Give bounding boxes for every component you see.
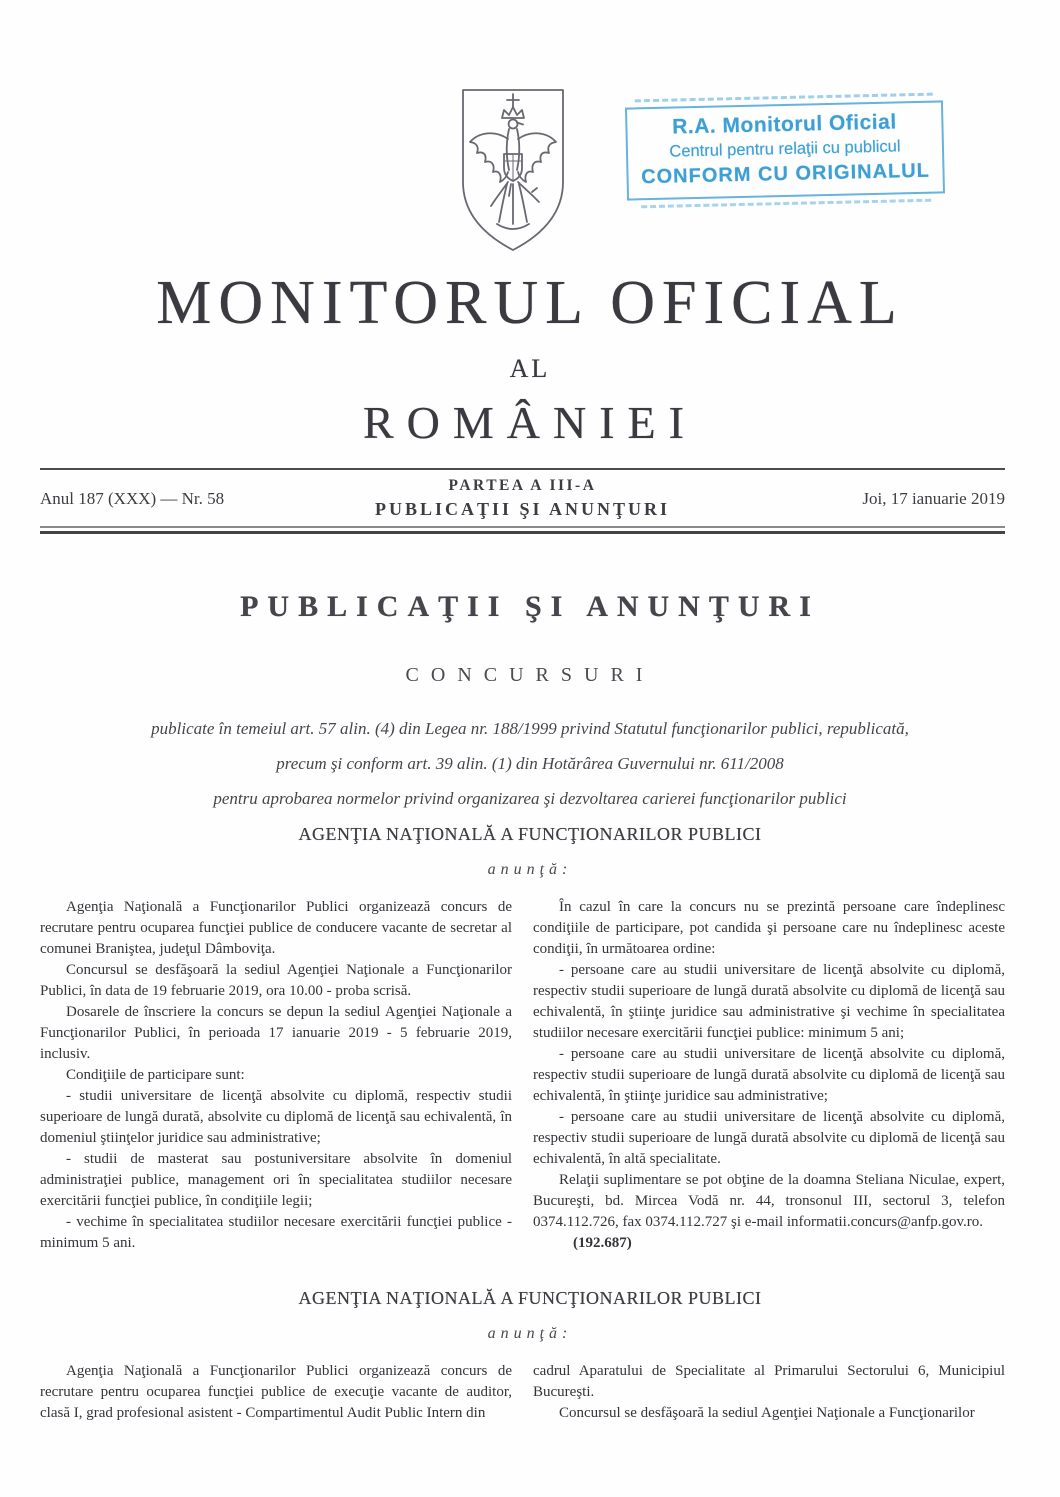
divider-thick bbox=[40, 531, 1005, 534]
issue-header-band bbox=[40, 468, 1005, 534]
issue-date: Joi, 17 ianuarie 2019 bbox=[862, 488, 1005, 508]
legal-basis-line: pentru aprobarea normelor privind organizarea şi dezvoltarea carierei funcţionarilor publici bbox=[213, 788, 847, 808]
paragraph: - persoane care au studii universitare de licenţă absolvite cu diplomă, respectiv studii superioare de lungă durată absolvite cu diplomă de licenţă sau echivalentă, în ştiinţe juridice sau administrative; bbox=[533, 1045, 1005, 1104]
announce-label: anunţă: bbox=[487, 860, 573, 878]
reference-number: (192.687) bbox=[573, 1234, 632, 1251]
announce-label: anunţă: bbox=[487, 1324, 573, 1342]
paragraph: Agenţia Naţională a Funcţionarilor Publici organizează concurs de recrutare pentru ocuparea funcţiei publice de conducere vacante de secretar al comunei Braniştea, judeţul Dâmboviţa. bbox=[40, 898, 512, 957]
stamp-org-name: R.A. Monitorul Oficial bbox=[671, 110, 897, 139]
stamp-border bbox=[625, 100, 945, 200]
agency-heading: AGENŢIA NAŢIONALĂ A FUNCŢIONARILOR PUBLICI bbox=[298, 1287, 762, 1308]
paragraph: Relaţii suplimentare se pot obţine de la doamna Steliana Niculae, expert, Bucureşti, bd. Mircea Vodă nr. 44, tronsonul III, sectorul 3, telefon 0374.112.726, fax 0374.112.727 şi e-mail informatii.concurs@anfp.gov.ro. bbox=[533, 1171, 1005, 1230]
paragraph: Condiţiile de participare sunt: bbox=[66, 1066, 245, 1083]
paragraph: - persoane care au studii universitare de licenţă absolvite cu diplomă, respectiv studii superioare de lungă durată absolvite cu diplomă de licenţă sau echivalentă, în ştiinţe juridice sau administrative şi vechime în specialitatea studiilor necesare exercitării funcţiei publice: minimum 5 ani; bbox=[533, 961, 1005, 1041]
paragraph: Agenţia Naţională a Funcţionarilor Publici organizează concurs de recrutare pentru ocuparea funcţiei publice de execuţie vacante de auditor, clasă I, grad profesional asistent - Compartimentul Audit Public Intern din bbox=[40, 1362, 512, 1421]
announcement-body bbox=[40, 1361, 1005, 1424]
stamp-conform-text: CONFORM CU ORIGINALUL bbox=[640, 159, 931, 189]
part-title: PUBLICAŢII ŞI ANUNŢURI bbox=[374, 499, 671, 519]
gazette-title: MONITORUL OFICIAL bbox=[156, 269, 904, 337]
subsection-title: CONCURSURI bbox=[405, 663, 655, 686]
paragraph: - vechime în specialitatea studiilor necesare exercitării funcţiei publice - minimum 5 ani. bbox=[40, 1213, 512, 1251]
paragraph: - studii universitare de licenţă absolvite cu diplomă, respectiv studii superioare de lungă durată, absolvite cu diplomă de licenţă sau echivalentă, în domeniul ştiinţelor juridice sau administrative; bbox=[40, 1087, 512, 1146]
paragraph: cadrul Aparatului de Specialitate al Primarului Sectorului 6, Municipiul Bucureşti. bbox=[533, 1362, 1005, 1400]
stamp-department: Centrul pentru relaţii cu publicul bbox=[669, 137, 901, 161]
legal-basis bbox=[0, 719, 1060, 809]
paragraph: Dosarele de înscriere la concurs se depun la sediul Agenţiei Naţionale a Funcţionarilor Publici, în perioada 17 ianuarie 2019 - 5 februarie 2019, inclusiv. bbox=[40, 1003, 512, 1062]
paragraph: - persoane care au studii universitare de licenţă absolvite cu diplomă, respectiv studii superioare de lungă durată absolvite cu diplomă de licenţă sau echivalentă, în altă specialitate. bbox=[533, 1108, 1005, 1167]
right-column bbox=[533, 1361, 1005, 1424]
part-label: PARTEA A III-A bbox=[448, 477, 597, 494]
right-column bbox=[533, 897, 1005, 1254]
legal-basis-line: precum şi conform art. 39 alin. (1) din Hotărârea Guvernului nr. 611/2008 bbox=[276, 753, 784, 773]
paragraph: Concursul se desfăşoară la sediul Agenţiei Naţionale a Funcţionarilor bbox=[559, 1404, 975, 1421]
paragraph: - studii de masterat sau postuniversitare absolvite în domeniul administraţiei publice, management ori în specialitatea studiilor necesare exercitării funcţiei publice, în condiţiile legii; bbox=[40, 1150, 512, 1209]
section-title: PUBLICAŢII ŞI ANUNŢURI bbox=[240, 589, 820, 623]
paragraph: În cazul în care la concurs nu se prezintă persoane care îndeplinesc condiţiile de participare, pot candida şi persoane care nu îndeplinesc aceste condiţii, în următoarea ordine: bbox=[533, 898, 1005, 957]
left-column bbox=[40, 1361, 512, 1424]
announcement-body bbox=[40, 897, 1005, 1254]
gazette-country: ROMÂNIEI bbox=[363, 397, 697, 448]
gazette-connector: AL bbox=[509, 354, 551, 383]
issue-number: Anul 187 (XXX) — Nr. 58 bbox=[40, 488, 225, 508]
legal-basis-line: publicate în temeiul art. 57 alin. (4) din Legea nr. 188/1999 privind Statutul funcţionarilor publici, republicată, bbox=[151, 718, 909, 738]
part-block bbox=[310, 477, 735, 520]
left-column bbox=[40, 897, 512, 1254]
divider-thin bbox=[40, 526, 1005, 528]
certification-stamp bbox=[625, 92, 945, 208]
romania-coat-of-arms-icon bbox=[452, 84, 574, 256]
paragraph: Concursul se desfăşoară la sediul Agenţiei Naţionale a Funcţionarilor Publici, în data de 19 februarie 2019, ora 10.00 - proba scrisă. bbox=[40, 961, 512, 999]
agency-heading: AGENŢIA NAŢIONALĂ A FUNCŢIONARILOR PUBLICI bbox=[298, 823, 762, 844]
